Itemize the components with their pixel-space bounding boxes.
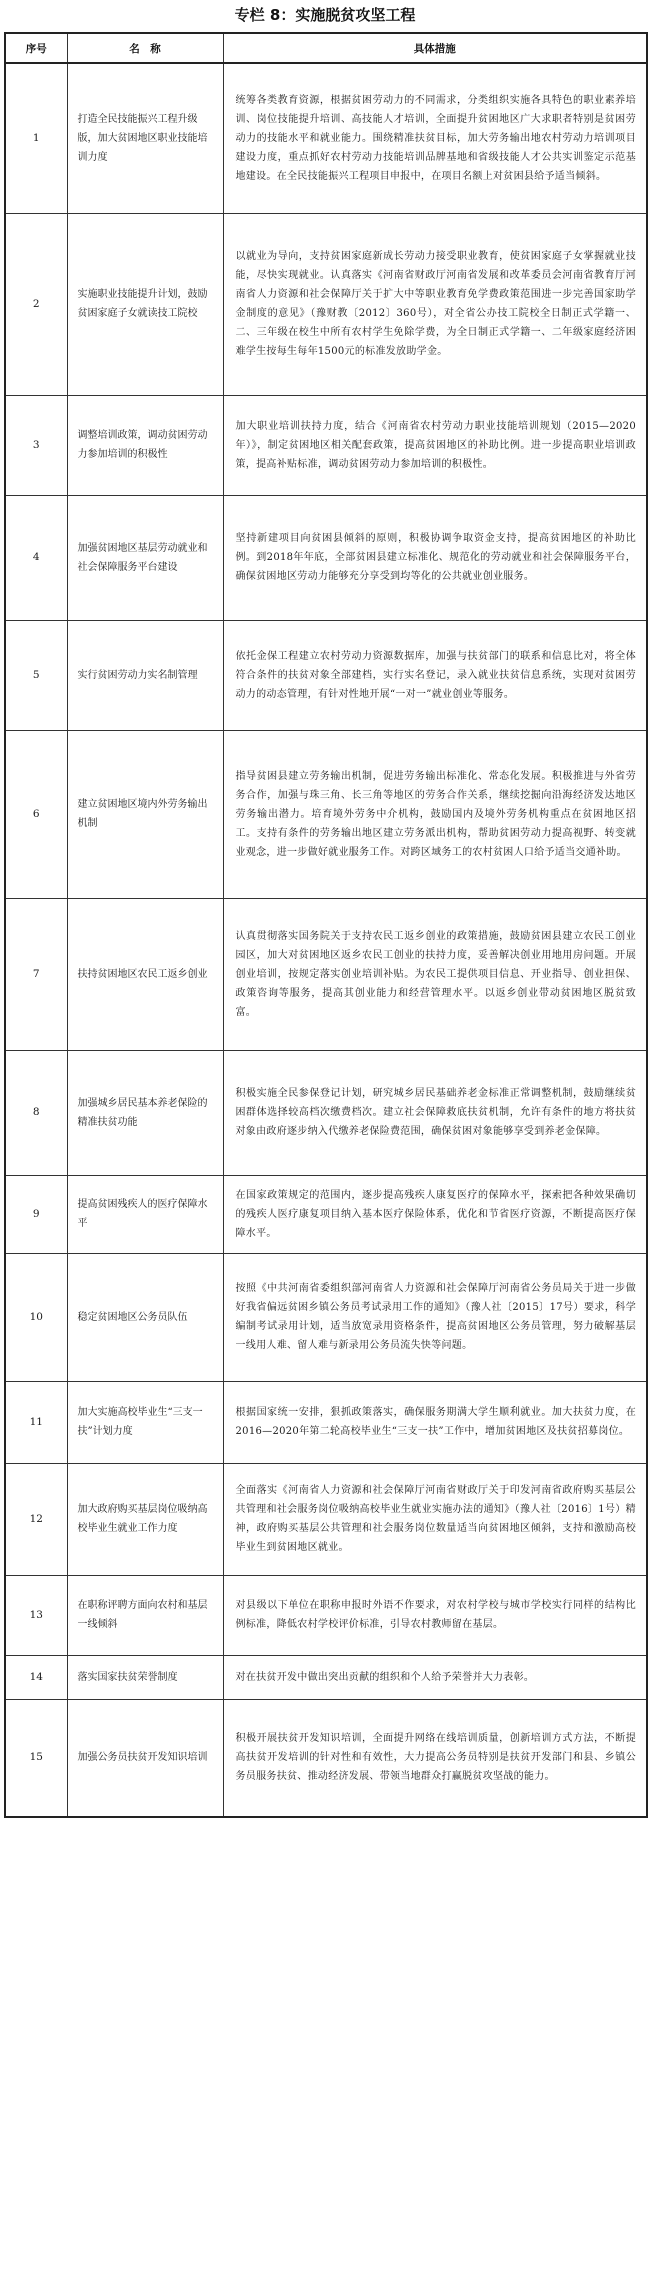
row-measures: 对县级以下单位在职称申报时外语不作要求，对农村学校与城市学校实行同样的结构比例标准，降低农村学校评价标准，引导农村教师留在基层。 <box>223 1575 647 1655</box>
row-measures: 以就业为导向，支持贫困家庭新成长劳动力接受职业教育，使贫困家庭子女掌握就业技能，尽快实现就业。认真落实《河南省财政厅河南省发展和改革委员会河南省教育厅河南省人力资源和社会保障厅关于扩大中等职业教育免学费政策范围进一步完善国家助学金制度的意见》（豫财教〔2012〕360号），对全省公办技工院校全日制正式学籍一、二、三年级在校生中所有农村学生免除学费，为全日制正式学籍一、二年级家庭经济困难学生按每生每年1500元的标准发放助学金。 <box>223 213 647 395</box>
row-name: 在职称评聘方面向农村和基层一线倾斜 <box>67 1575 223 1655</box>
row-name: 加强城乡居民基本养老保险的精准扶贫功能 <box>67 1050 223 1175</box>
row-number: 11 <box>5 1381 67 1463</box>
row-number: 6 <box>5 730 67 898</box>
row-name: 实行贫困劳动力实名制管理 <box>67 620 223 730</box>
table-row <box>5 1175 647 1253</box>
row-number: 10 <box>5 1253 67 1381</box>
measures-table <box>4 32 648 1818</box>
row-number: 14 <box>5 1655 67 1699</box>
row-number: 8 <box>5 1050 67 1175</box>
table-row <box>5 495 647 620</box>
row-name: 提高贫困残疾人的医疗保障水平 <box>67 1175 223 1253</box>
row-measures: 在国家政策规定的范围内，逐步提高残疾人康复医疗的保障水平，探索把各种效果确切的残疾人医疗康复项目纳入基本医疗保险体系，优化和节省医疗资源，不断提高医疗保障水平。 <box>223 1175 647 1253</box>
table-row <box>5 1655 647 1699</box>
table-row <box>5 898 647 1050</box>
table-row <box>5 730 647 898</box>
row-name: 实施职业技能提升计划，鼓励贫困家庭子女就读技工院校 <box>67 213 223 395</box>
row-name: 加大政府购买基层岗位吸纳高校毕业生就业工作力度 <box>67 1463 223 1575</box>
row-measures: 积极开展扶贫开发知识培训，全面提升网络在线培训质量，创新培训方式方法，不断提高扶贫开发培训的针对性和有效性，大力提高公务员特别是扶贫开发部门和县、乡镇公务员服务扶贫、推动经济发展、带领当地群众打赢脱贫攻坚战的能力。 <box>223 1699 647 1817</box>
header-name: 名 称 <box>67 33 223 63</box>
table-row <box>5 1381 647 1463</box>
row-measures: 积极实施全民参保登记计划，研究城乡居民基础养老金标准正常调整机制，鼓励继续贫困群体选择较高档次缴费档次。建立社会保障救底扶贫机制，允许有条件的地方将扶贫对象由政府逐步纳入代缴养老保险费范围，确保贫困对象能够享受到养老金保障。 <box>223 1050 647 1175</box>
table-row <box>5 63 647 213</box>
row-number: 12 <box>5 1463 67 1575</box>
row-name: 加强公务员扶贫开发知识培训 <box>67 1699 223 1817</box>
table-row <box>5 395 647 495</box>
header-measures: 具体措施 <box>223 33 647 63</box>
table-row <box>5 620 647 730</box>
row-measures: 根据国家统一安排，狠抓政策落实，确保服务期满大学生顺利就业。加大扶贫力度，在2016—2020年第二轮高校毕业生“三支一扶”工作中，增加贫困地区及扶贫招募岗位。 <box>223 1381 647 1463</box>
table-row <box>5 1050 647 1175</box>
row-measures: 依托金保工程建立农村劳动力资源数据库，加强与扶贫部门的联系和信息比对，将全体符合条件的扶贫对象全部建档，实行实名登记，录入就业扶贫信息系统，实现对贫困劳动力的动态管理，有针对性地开展“一对一”就业创业等服务。 <box>223 620 647 730</box>
page-title: 专栏 8：实施脱贫攻坚工程 <box>234 6 416 24</box>
row-number: 9 <box>5 1175 67 1253</box>
row-name: 加大实施高校毕业生“三支一扶”计划力度 <box>67 1381 223 1463</box>
row-number: 3 <box>5 395 67 495</box>
row-number: 13 <box>5 1575 67 1655</box>
row-measures: 坚持新建项目向贫困县倾斜的原则，积极协调争取资金支持，提高贫困地区的补助比例。到2018年年底，全部贫困县建立标准化、规范化的劳动就业和社会保障服务平台，确保贫困地区劳动力能够充分享受到均等化的公共就业创业服务。 <box>223 495 647 620</box>
row-number: 1 <box>5 63 67 213</box>
row-name: 调整培训政策，调动贫困劳动力参加培训的积极性 <box>67 395 223 495</box>
row-measures: 认真贯彻落实国务院关于支持农民工返乡创业的政策措施，鼓励贫困县建立农民工创业园区，加大对贫困地区返乡农民工创业的扶持力度，妥善解决创业用地用房问题。开展创业培训，按规定落实创业培训补贴。为农民工提供项目信息、开业指导、创业担保、政策咨询等服务，提高其创业能力和经营管理水平。以返乡创业带动贫困地区脱贫致富。 <box>223 898 647 1050</box>
row-measures: 按照《中共河南省委组织部河南省人力资源和社会保障厅河南省公务员局关于进一步做好我省偏远贫困乡镇公务员考试录用工作的通知》（豫人社〔2015〕17号）要求，科学编制考试录用计划，适当放宽录用资格条件，提高贫困地区公务员管理，努力破解基层一线用人难、留人难与新录用公务员流失快等问题。 <box>223 1253 647 1381</box>
table-row <box>5 1463 647 1575</box>
header-no: 序号 <box>5 33 67 63</box>
row-name: 扶持贫困地区农民工返乡创业 <box>67 898 223 1050</box>
row-name: 建立贫困地区境内外劳务输出机制 <box>67 730 223 898</box>
row-measures: 全面落实《河南省人力资源和社会保障厅河南省财政厅关于印发河南省政府购买基层公共管理和社会服务岗位吸纳高校毕业生就业实施办法的通知》（豫人社〔2016〕1号）精神，政府购买基层公共管理和社会服务岗位数量适当向贫困地区倾斜，支持和激励高校毕业生到贫困地区就业。 <box>223 1463 647 1575</box>
row-number: 15 <box>5 1699 67 1817</box>
row-number: 5 <box>5 620 67 730</box>
row-number: 2 <box>5 213 67 395</box>
table-header-row <box>5 33 647 63</box>
row-number: 7 <box>5 898 67 1050</box>
row-name: 落实国家扶贫荣誉制度 <box>67 1655 223 1699</box>
row-name: 打造全民技能振兴工程升级版，加大贫困地区职业技能培训力度 <box>67 63 223 213</box>
table-row <box>5 1253 647 1381</box>
row-number: 4 <box>5 495 67 620</box>
row-measures: 指导贫困县建立劳务输出机制，促进劳务输出标准化、常态化发展。积极推进与外省劳务合作，加强与珠三角、长三角等地区的劳务合作关系，继续挖掘向沿海经济发达地区劳务输出潜力。培育境外劳务中介机构，鼓励国内及境外劳务机构重点在贫困地区招工。支持有条件的劳务输出地区建立劳务派出机构，帮助贫困劳动力提高视野、转变就业观念，进一步做好就业服务工作。对跨区域务工的农村贫困人口给予适当交通补助。 <box>223 730 647 898</box>
row-measures: 统筹各类教育资源，根据贫困劳动力的不同需求，分类组织实施各具特色的职业素养培训、岗位技能提升培训、高技能人才培训，全面提升贫困地区广大求职者特别是贫困劳动力的技能水平和就业能力。围绕精准扶贫目标，加大劳务输出地农村劳动力培训项目建设力度，重点抓好农村劳动力技能培训品牌基地和省级技能人才公共实训鉴定示范基地建设。在全民技能振兴工程项目申报中，在项目名额上对贫困县给予适当倾斜。 <box>223 63 647 213</box>
row-name: 加强贫困地区基层劳动就业和社会保障服务平台建设 <box>67 495 223 620</box>
table-row <box>5 1575 647 1655</box>
row-measures: 对在扶贫开发中做出突出贡献的组织和个人给予荣誉并大力表彰。 <box>223 1655 647 1699</box>
row-measures: 加大职业培训扶持力度，结合《河南省农村劳动力职业技能培训规划（2015—2020年）》，制定贫困地区相关配套政策，提高贫困地区的补助比例。进一步提高职业培训政策，提高补贴标准，调动贫困劳动力参加培训的积极性。 <box>223 395 647 495</box>
table-row <box>5 1699 647 1817</box>
table-row <box>5 213 647 395</box>
row-name: 稳定贫困地区公务员队伍 <box>67 1253 223 1381</box>
